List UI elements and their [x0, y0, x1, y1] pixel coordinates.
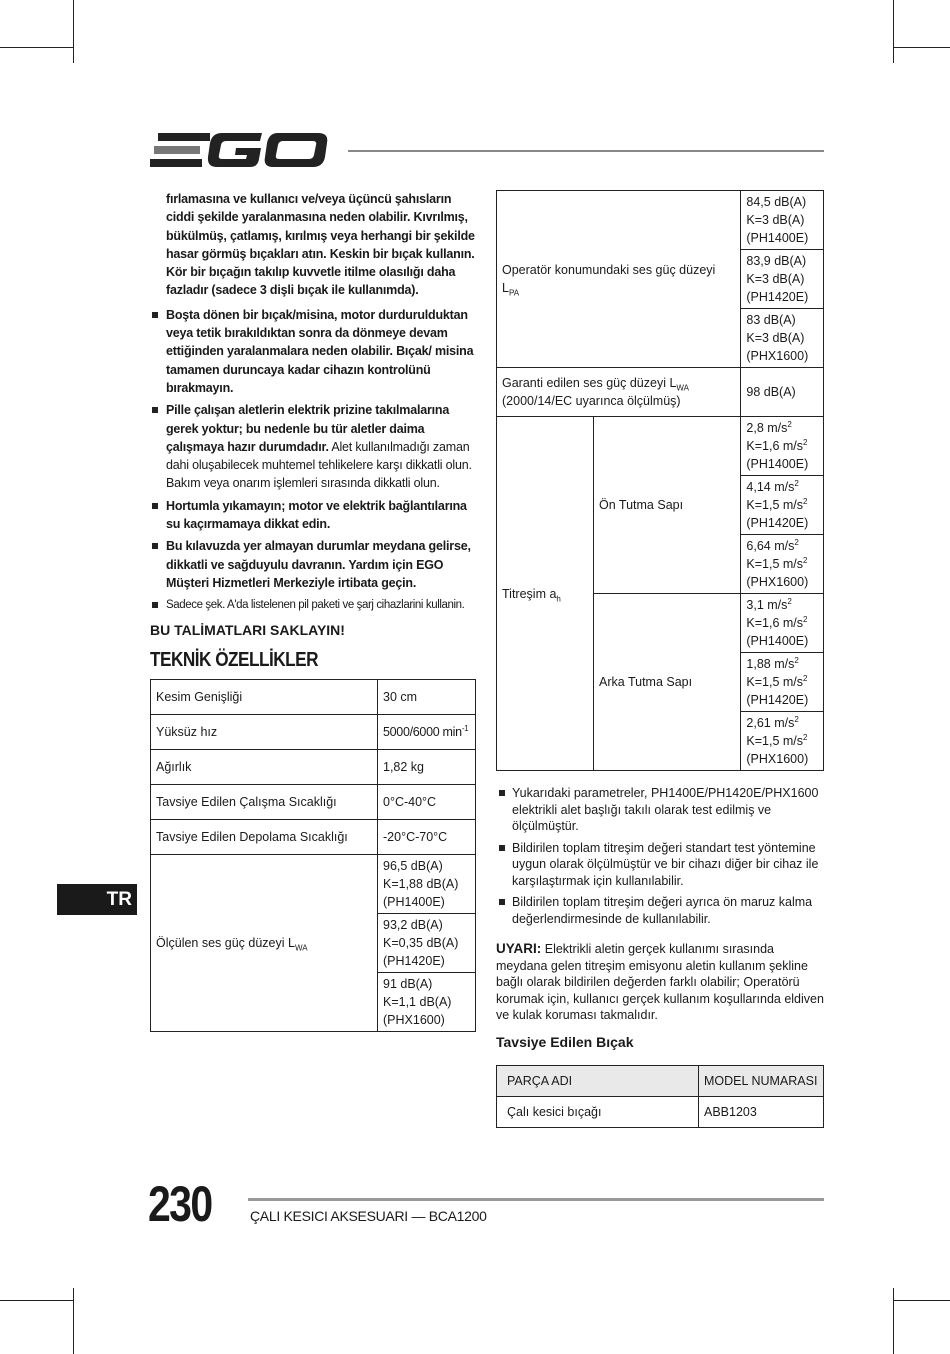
list-item: Yukarıdaki parametreler, PH1400E/PH1420E/PHX1600 elektrikli alet başlığı takılı olarak test edilmiş ve ölçülmüştür.	[496, 785, 824, 835]
spec-value: 0°C-40°C	[378, 785, 476, 820]
crop-mark	[73, 0, 74, 63]
crop-mark	[0, 1300, 73, 1301]
table-row	[151, 785, 476, 820]
operator-sound-value: 83,9 dB(A) K=3 dB(A) (PH1420E)	[741, 250, 824, 309]
warning-paragraph: UYARI: Elektrikli aletin gerçek kullanımı sırasında meydana gelen titreşim emisyonu aletin kullanım şekline bağlı olarak bildirilen değerden farklı olabilir; Operatörü korumak için, kullanıcı gerçek kullanım koşullarında eldiven ve kulak koruması takmalıdır.	[496, 941, 824, 1022]
table-row	[497, 368, 824, 417]
spec-value: 5000/6000 $\min^{-1}$	[378, 715, 476, 750]
spec-value: 91 dB(A) K=1,1 dB(A) (PHX1600)	[378, 973, 476, 1032]
operator-sound-value: 84,5 dB(A) K=3 dB(A) (PH1400E)	[741, 191, 824, 250]
section-title: TEKNİK ÖZELLİKLER	[150, 648, 319, 671]
crop-mark	[0, 47, 73, 48]
crop-mark	[893, 47, 950, 48]
blade-name: Çalı kesici bıçağı	[497, 1096, 699, 1127]
operator-sound-value: 83 dB(A) K=3 dB(A) (PHX1600)	[741, 309, 824, 368]
spec-label: Tavsiye Edilen Depolama Sıcaklığı	[151, 820, 378, 855]
spec-label: Yüksüz hız	[151, 715, 378, 750]
recommended-blade-title: Tavsiye Edilen Bıçak	[496, 1033, 634, 1050]
spec-label: Kesim Genişliği	[151, 680, 378, 715]
spec-table	[150, 679, 476, 1032]
blade-model: ABB1203	[699, 1096, 824, 1127]
spec-label: Ölçülen ses güç düzeyi $L_{WA}$	[151, 855, 378, 1032]
ego-logo	[150, 130, 330, 170]
vibration-value: 1,88 $m/s^2$ K=1,5 $m/s^2$ (PH1420E)	[741, 653, 824, 712]
spec-label: Tavsiye Edilen Çalışma Sıcaklığı	[151, 785, 378, 820]
guaranteed-sound-value: 98 dB(A)	[741, 368, 824, 417]
crop-mark	[893, 1288, 894, 1354]
table-row	[151, 715, 476, 750]
front-handle-label: Ön Tutma Sapı	[594, 417, 741, 594]
notes-list	[496, 785, 824, 927]
table-row	[497, 1065, 824, 1096]
spec-value: 93,2 dB(A) K=0,35 dB(A) (PH1420E)	[378, 914, 476, 973]
vibration-value: 2,61 $m/s^2$ K=1,5 $m/s^2$ (PHX1600)	[741, 712, 824, 771]
table-row	[497, 191, 824, 250]
vibration-value: 3,1 $m/s^2$ K=1,6 $m/s^2$ (PH1400E)	[741, 594, 824, 653]
crop-mark	[893, 1300, 950, 1301]
guaranteed-sound-label: Garanti edilen ses güç düzeyi $L_{WA}$ (2000/14/EC uyarınca ölçülmüş)	[497, 368, 741, 417]
column-header: PARÇA ADI	[497, 1065, 699, 1096]
safety-bullets	[150, 306, 476, 615]
left-column	[150, 190, 476, 1032]
crop-mark	[73, 1288, 74, 1354]
table-row	[151, 680, 476, 715]
header-rule	[348, 150, 824, 152]
vibration-value: 4,14 $m/s^2$ K=1,5 $m/s^2$ (PH1420E)	[741, 476, 824, 535]
list-item: Sadece şek. A'da listelenen pil paketi ve şarj cihazlarini kullanin.	[150, 596, 476, 614]
table-row	[151, 855, 476, 914]
table-row	[151, 820, 476, 855]
list-item: Bildirilen toplam titreşim değeri ayrıca ön maruz kalma değerlendirmesinde de kullanılabilir.	[496, 894, 824, 927]
list-item: Boşta dönen bir bıçak/misina, motor durdurulduktan veya tetik bırakıldıktan sonra da dönmeye devam ettiğinden yaralanmalara neden olabilir. Bıçak/ misina tamamen duruncaya kadar cihazın kontrolünü bırakmayın.	[150, 306, 476, 397]
recommended-blade-table	[496, 1065, 824, 1128]
list-item: Pille çalışan aletlerin elektrik prizine takılmalarına gerek yoktur; bu nedenle bu tür aletler daima çalışmaya hazır durumdadır. Alet kullanılmadığı zaman dahi oluşabilecek muhtemel tehlikelere karşı dikkatli olun. Bakım veya onarım işlemleri sırasında dikkatli olun.	[150, 401, 476, 492]
footer-title: ÇALI KESICI AKSESUARI — BCA1200	[250, 1208, 487, 1224]
spec-value: 1,82 kg	[378, 750, 476, 785]
continuation-text: fırlamasına ve kullanıcı ve/veya üçüncü şahısların ciddi şekilde yaralanmasına neden olabilir. Kıvrılmış, bükülmüş, çatlamış, kırılmış veya herhangi bir şekilde hasar görmüş bıçakları atın. Keskin bir bıçak kullanın. Kör bir bıçağın takılıp kuvvetle itilme olasılığı daha fazladır (sadece 3 dişli bıçak ile kullanımda).	[166, 192, 475, 298]
list-item: Bildirilen toplam titreşim değeri standart test yöntemine uygun olarak ölçülmüştür ve bir cihazı diğer bir cihaz ile karşılaştırmak için kullanılabilir.	[496, 840, 824, 890]
spec-value: 96,5 dB(A) K=1,88 dB(A) (PH1400E)	[378, 855, 476, 914]
footer-rule	[248, 1198, 824, 1201]
save-instructions: BU TALİMATLARI SAKLAYIN!	[150, 621, 345, 638]
spec-value: -20°C-70°C	[378, 820, 476, 855]
rear-handle-label: Arka Tutma Sapı	[594, 594, 741, 771]
page-number: 230	[148, 1176, 212, 1232]
crop-mark	[893, 0, 894, 63]
table-row	[497, 1096, 824, 1127]
language-tab: TR	[57, 884, 137, 915]
list-item: Hortumla yıkamayın; motor ve elektrik bağlantılarına su kaçırmamaya dikkat edin.	[150, 497, 476, 534]
vibration-label: Titreşim $a_h$	[497, 417, 594, 771]
spec-label: Ağırlık	[151, 750, 378, 785]
column-header: MODEL NUMARASI	[699, 1065, 824, 1096]
noise-vibration-table	[496, 190, 824, 771]
table-row	[151, 750, 476, 785]
vibration-value: 2,8 $m/s^2$ K=1,6 $m/s^2$ (PH1400E)	[741, 417, 824, 476]
right-column	[496, 190, 824, 1128]
spec-value: 30 cm	[378, 680, 476, 715]
operator-sound-label: Operatör konumundaki ses güç düzeyi $L_{PA}$	[497, 191, 741, 368]
table-row	[497, 417, 824, 476]
vibration-value: 6,64 $m/s^2$ K=1,5 $m/s^2$ (PHX1600)	[741, 535, 824, 594]
list-item: Bu kılavuzda yer almayan durumlar meydana gelirse, dikkatli ve sağduyulu davranın. Yardım için EGO Müşteri Hizmetleri Merkeziyle irtibata geçin.	[150, 537, 476, 592]
